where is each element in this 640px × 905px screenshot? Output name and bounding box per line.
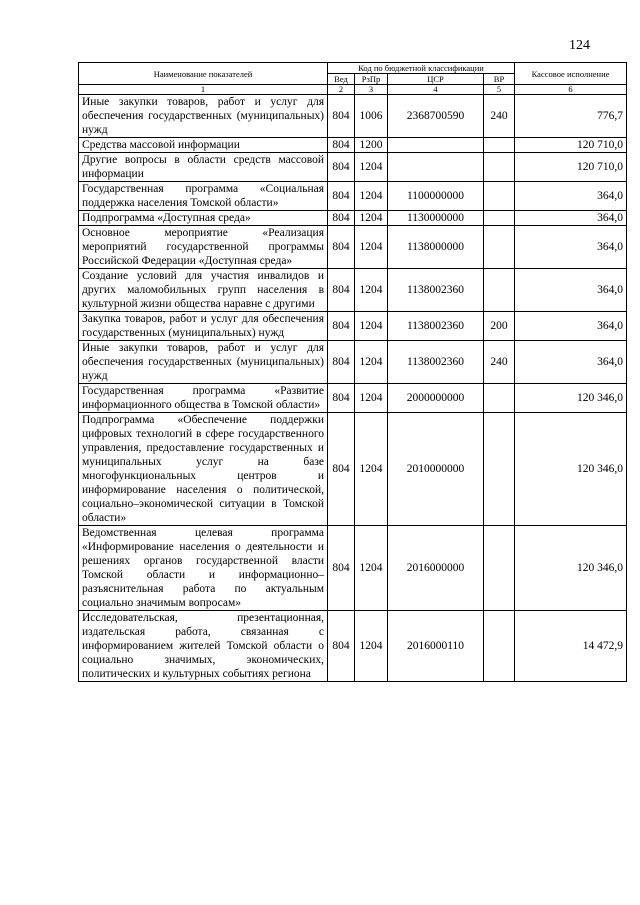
- table-row: [79, 226, 627, 269]
- column-number: 1: [79, 85, 328, 95]
- row-csr: [388, 138, 484, 153]
- row-name: Государственная программа «Развитие информационного общества в Томской области»: [79, 384, 328, 413]
- row-rzpr: 1204: [355, 341, 388, 384]
- column-number: 4: [388, 85, 484, 95]
- row-rzpr: 1204: [355, 413, 388, 526]
- table-row: [79, 413, 627, 526]
- row-name: Подпрограмма «Доступная среда»: [79, 211, 328, 226]
- row-csr: 1138002360: [388, 341, 484, 384]
- table-row: [79, 526, 627, 611]
- row-amount: 364,0: [515, 341, 627, 384]
- row-rzpr: 1204: [355, 211, 388, 226]
- header-rzpr: РзПр: [355, 74, 388, 85]
- row-ved: 804: [328, 95, 355, 138]
- budget-execution-table: [78, 62, 627, 682]
- row-ved: 804: [328, 312, 355, 341]
- row-amount: 364,0: [515, 182, 627, 211]
- row-ved: 804: [328, 269, 355, 312]
- row-amount: 364,0: [515, 312, 627, 341]
- table-row: [79, 211, 627, 226]
- row-csr: 2368700590: [388, 95, 484, 138]
- row-csr: 1138002360: [388, 269, 484, 312]
- row-csr: 2000000000: [388, 384, 484, 413]
- row-name: Закупка товаров, работ и услуг для обеспечения государственных (муниципальных) нужд: [79, 312, 328, 341]
- row-amount: 120 710,0: [515, 138, 627, 153]
- row-name: Иные закупки товаров, работ и услуг для обеспечения государственных (муниципальных) нужд: [79, 341, 328, 384]
- row-vr: [484, 526, 515, 611]
- row-vr: 240: [484, 341, 515, 384]
- page-number: 124: [569, 38, 590, 53]
- row-rzpr: 1204: [355, 269, 388, 312]
- row-amount: 120 346,0: [515, 413, 627, 526]
- row-vr: 240: [484, 95, 515, 138]
- row-ved: 804: [328, 611, 355, 682]
- row-rzpr: 1200: [355, 138, 388, 153]
- row-vr: 200: [484, 312, 515, 341]
- row-vr: [484, 384, 515, 413]
- row-name: Создание условий для участия инвалидов и других маломобильных групп населения в культурной жизни общества наравне с другими: [79, 269, 328, 312]
- row-name: Другие вопросы в области средств массовой информации: [79, 153, 328, 182]
- row-name: Ведомственная целевая программа «Информирование населения о деятельности и решениях органов государственной власти Томской области и информационно–разъяснительная работа по актуальным социально значимым вопросам»: [79, 526, 328, 611]
- row-vr: [484, 226, 515, 269]
- row-amount: 120 346,0: [515, 384, 627, 413]
- row-ved: 804: [328, 341, 355, 384]
- row-ved: 804: [328, 211, 355, 226]
- row-vr: [484, 211, 515, 226]
- row-amount: 364,0: [515, 226, 627, 269]
- header-ved: Вед: [328, 74, 355, 85]
- row-name: Подпрограмма «Обеспечение поддержки цифровых технологий в сфере государственного управления, предоставление государственных и муниципальных услуг на базе многофункциональных центров и информирование населения о политической, социально–экономической ситуации в Томской области»: [79, 413, 328, 526]
- table-row: [79, 611, 627, 682]
- column-number: 3: [355, 85, 388, 95]
- row-rzpr: 1204: [355, 153, 388, 182]
- row-rzpr: 1006: [355, 95, 388, 138]
- table-row: [79, 138, 627, 153]
- row-vr: [484, 269, 515, 312]
- header-csr: ЦСР: [388, 74, 484, 85]
- row-amount: 120 710,0: [515, 153, 627, 182]
- row-vr: [484, 153, 515, 182]
- row-name: Средства массовой информации: [79, 138, 328, 153]
- table-row: [79, 269, 627, 312]
- row-amount: 120 346,0: [515, 526, 627, 611]
- column-number: 2: [328, 85, 355, 95]
- row-name: Иные закупки товаров, работ и услуг для обеспечения государственных (муниципальных) нужд: [79, 95, 328, 138]
- row-ved: 804: [328, 226, 355, 269]
- row-rzpr: 1204: [355, 182, 388, 211]
- row-rzpr: 1204: [355, 312, 388, 341]
- row-amount: 364,0: [515, 211, 627, 226]
- column-number: 5: [484, 85, 515, 95]
- table-row: [79, 182, 627, 211]
- row-ved: 804: [328, 182, 355, 211]
- row-name: Основное мероприятие «Реализация мероприятий государственной программы Российской Федерации «Доступная среда»: [79, 226, 328, 269]
- row-rzpr: 1204: [355, 384, 388, 413]
- table-row: [79, 384, 627, 413]
- row-name: Исследовательская, презентационная, издательская работа, связанная с информированием жителей Томской области о социально значимых, экономических, политических и культурных событиях региона: [79, 611, 328, 682]
- column-number-row: [79, 85, 627, 95]
- header-vr: ВР: [484, 74, 515, 85]
- table-row: [79, 312, 627, 341]
- row-csr: 1138002360: [388, 312, 484, 341]
- header-code-group: Код по бюджетной классификации: [328, 63, 515, 74]
- row-rzpr: 1204: [355, 526, 388, 611]
- column-number: 6: [515, 85, 627, 95]
- row-vr: [484, 138, 515, 153]
- table-row: [79, 95, 627, 138]
- row-amount: 14 472,9: [515, 611, 627, 682]
- header-name: Наименование показателей: [79, 63, 328, 85]
- row-ved: 804: [328, 384, 355, 413]
- table-row: [79, 341, 627, 384]
- row-ved: 804: [328, 413, 355, 526]
- row-rzpr: 1204: [355, 611, 388, 682]
- row-csr: 1138000000: [388, 226, 484, 269]
- row-rzpr: 1204: [355, 226, 388, 269]
- row-ved: 804: [328, 153, 355, 182]
- row-csr: 2010000000: [388, 413, 484, 526]
- row-csr: 1130000000: [388, 211, 484, 226]
- row-vr: [484, 182, 515, 211]
- row-amount: 776,7: [515, 95, 627, 138]
- table-row: [79, 153, 627, 182]
- row-amount: 364,0: [515, 269, 627, 312]
- row-csr: 1100000000: [388, 182, 484, 211]
- row-csr: [388, 153, 484, 182]
- row-name: Государственная программа «Социальная поддержка населения Томской области»: [79, 182, 328, 211]
- row-csr: 2016000000: [388, 526, 484, 611]
- header-cash-execution: Кассовое исполнение: [515, 63, 627, 85]
- row-vr: [484, 611, 515, 682]
- row-csr: 2016000110: [388, 611, 484, 682]
- row-vr: [484, 413, 515, 526]
- row-ved: 804: [328, 138, 355, 153]
- row-ved: 804: [328, 526, 355, 611]
